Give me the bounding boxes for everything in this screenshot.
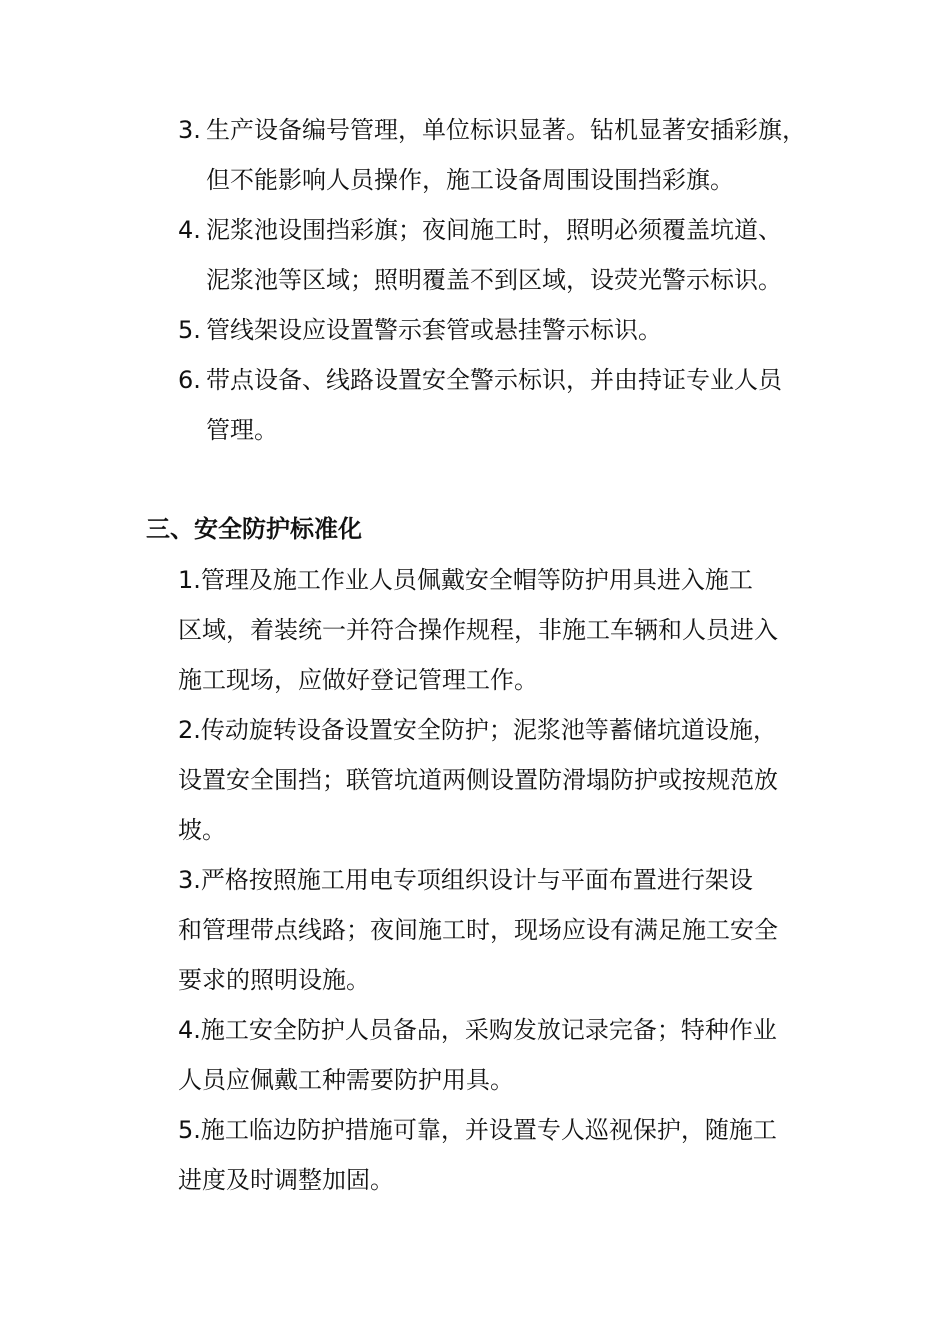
section-item-line: 5.施工临边防护措施可靠，并设置专人巡视保护，随施工 [178,1116,777,1144]
list-item-line: 管理。 [206,416,278,444]
list-item-line: 但不能影响人员操作，施工设备周围设围挡彩旗。 [206,166,734,194]
list-item-number: 3. [178,116,201,144]
list-item-5 [178,305,818,355]
list-item-line: 管线架设应设置警示套管或悬挂警示标识。 [206,316,662,344]
section-item-line: 施工现场，应做好登记管理工作。 [178,666,538,694]
section-item-4 [178,1005,818,1105]
section-item-line: 坡。 [178,816,226,844]
section-item-3 [178,855,818,1005]
section-item-line: 设置安全围挡；联管坑道两侧设置防滑塌防护或按规范放 [178,766,778,794]
list-item-line: 生产设备编号管理，单位标识显著。钻机显著安插彩旗， [206,116,806,144]
section-item-line: 区域，着装统一并符合操作规程，非施工车辆和人员进入 [178,616,778,644]
section-item-line: 要求的照明设施。 [178,966,370,994]
list-item-number: 6. [178,366,201,394]
list-item-4 [178,205,818,305]
list-item-line: 带点设备、线路设置安全警示标识，并由持证专业人员 [206,366,782,394]
list-item-3 [178,105,818,205]
section-item-5 [178,1105,818,1205]
list-item-number: 4. [178,216,201,244]
section-item-1 [178,555,818,705]
section-heading: 三、安全防护标准化 [146,515,362,543]
section-item-line: 2.传动旋转设备设置安全防护；泥浆池等蓄储坑道设施， [178,716,777,744]
section-item-line: 3.严格按照施工用电专项组织设计与平面布置进行架设 [178,866,753,894]
list-item-line: 泥浆池设围挡彩旗；夜间施工时，照明必须覆盖坑道、 [206,216,782,244]
section-item-line: 4.施工安全防护人员备品，采购发放记录完备；特种作业 [178,1016,777,1044]
list-item-6 [178,355,818,455]
section-item-line: 1.管理及施工作业人员佩戴安全帽等防护用具进入施工 [178,566,753,594]
list-item-line: 泥浆池等区域；照明覆盖不到区域，设荧光警示标识。 [206,266,782,294]
section-item-2 [178,705,818,855]
list-item-number: 5. [178,316,201,344]
section-item-line: 和管理带点线路；夜间施工时，现场应设有满足施工安全 [178,916,778,944]
section-item-line: 进度及时调整加固。 [178,1166,394,1194]
section-item-line: 人员应佩戴工种需要防护用具。 [178,1066,514,1094]
